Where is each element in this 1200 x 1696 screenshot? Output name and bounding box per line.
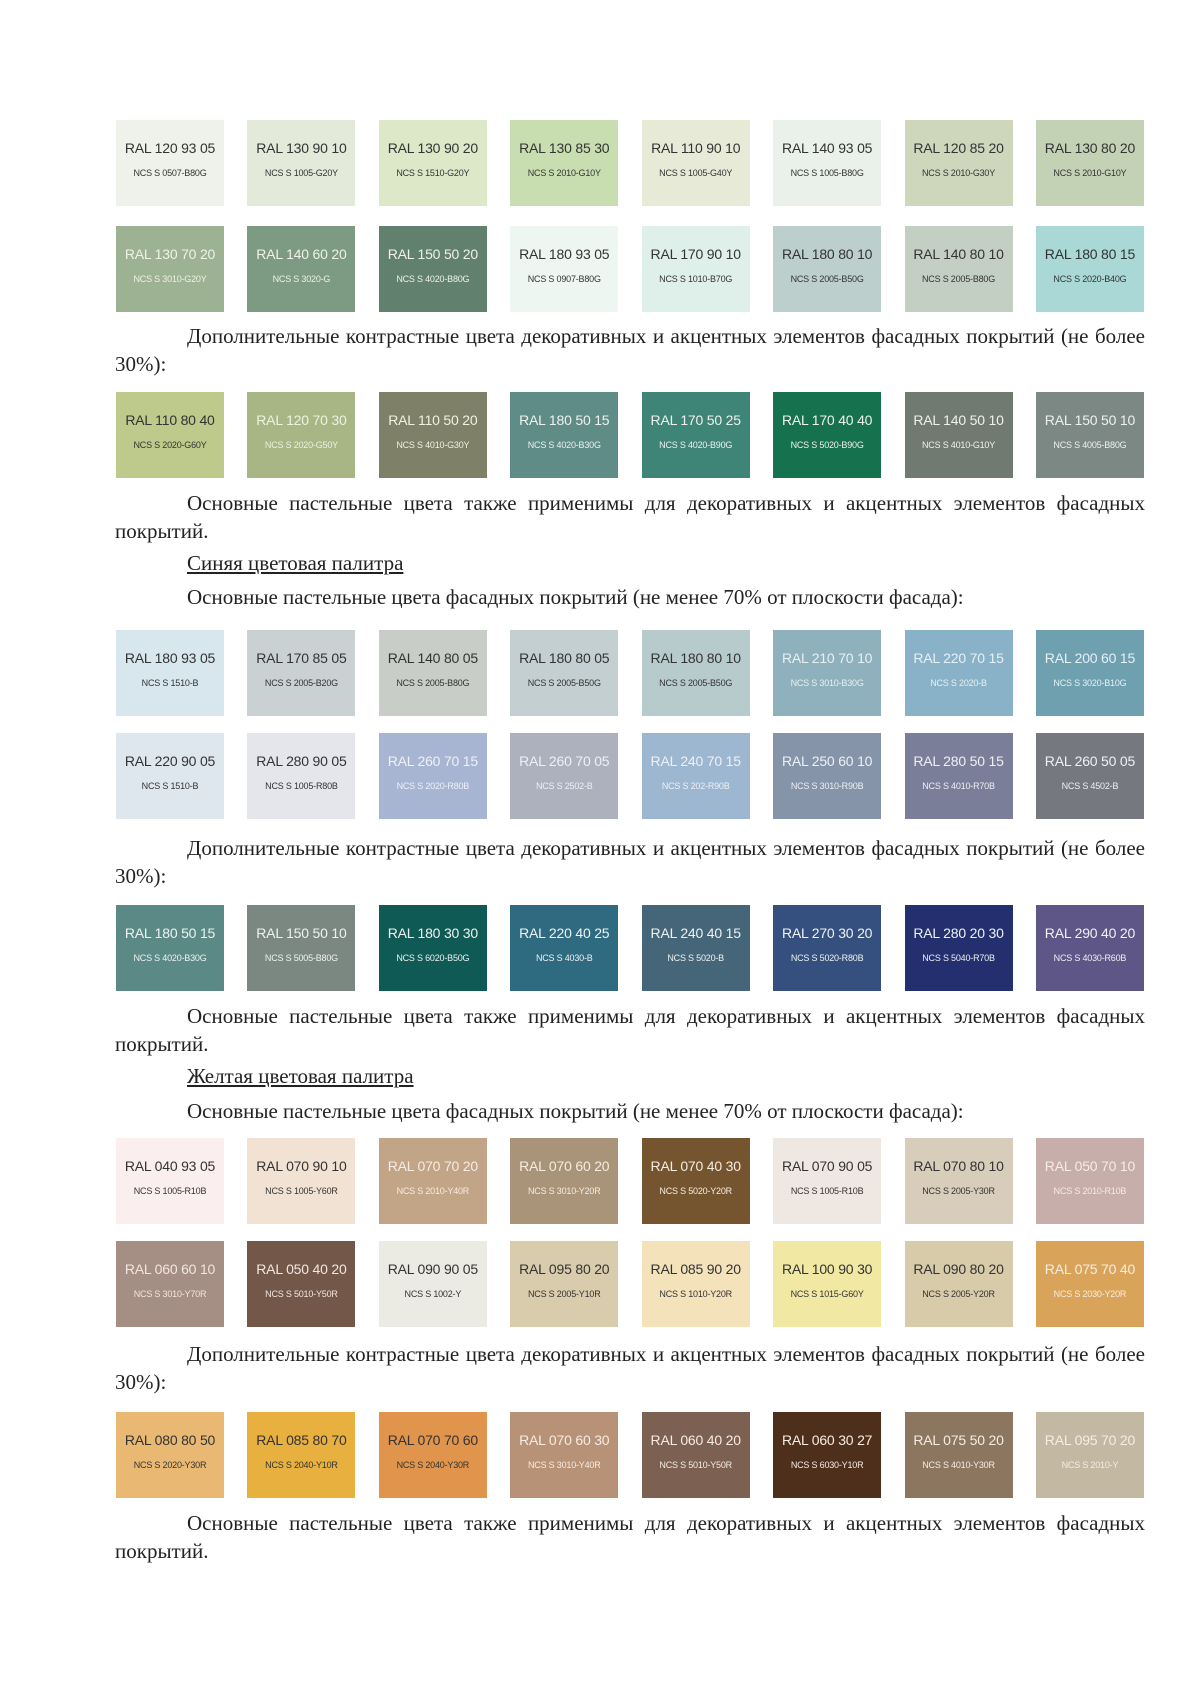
ncs-code: NCS S 2005-B80G <box>396 678 470 688</box>
ral-code: RAL 140 80 10 <box>913 246 1004 262</box>
color-swatch <box>247 630 355 716</box>
ncs-code: NCS S 3010-B30G <box>790 678 864 688</box>
ncs-code: NCS S 2010-Y <box>1061 1460 1119 1470</box>
ncs-code: NCS S 5040-R70B <box>922 953 995 963</box>
color-swatch <box>1036 120 1144 206</box>
color-swatch <box>905 1138 1013 1224</box>
color-swatch <box>1036 1412 1144 1498</box>
color-swatch <box>773 226 881 312</box>
ral-code: RAL 090 90 05 <box>387 1261 478 1277</box>
ncs-code: NCS S 2005-Y30R <box>922 1186 995 1196</box>
ral-code: RAL 095 70 20 <box>1044 1432 1136 1448</box>
ral-code: RAL 120 70 30 <box>256 412 347 428</box>
swatch-row <box>116 120 1144 206</box>
ral-code: RAL 075 70 40 <box>1044 1261 1136 1277</box>
ncs-code: NCS S 2020-R80B <box>396 781 470 791</box>
ral-code: RAL 070 60 30 <box>519 1432 610 1448</box>
ral-code: RAL 110 80 40 <box>125 412 215 428</box>
ncs-code: NCS S 2020-B40G <box>1053 274 1127 284</box>
color-swatch <box>379 630 487 716</box>
ral-code: RAL 070 70 60 <box>387 1432 478 1448</box>
color-swatch <box>642 1241 750 1327</box>
color-swatch <box>510 905 618 991</box>
color-swatch <box>773 392 881 478</box>
ncs-code: NCS S 2020-Y30R <box>133 1460 207 1470</box>
ncs-code: NCS S 1005-G40Y <box>659 168 733 178</box>
ral-code: RAL 050 40 20 <box>256 1261 347 1277</box>
paragraph-contrast-colors: Дополнительные контрастные цвета декоративных и акцентных элементов фасадных покрытий (не более 30%): <box>115 836 1145 888</box>
swatch-row <box>116 1412 1144 1498</box>
swatch-row <box>116 392 1144 478</box>
ral-code: RAL 170 85 05 <box>256 650 347 666</box>
ral-code: RAL 200 60 15 <box>1044 650 1136 666</box>
ral-code: RAL 075 50 20 <box>913 1432 1004 1448</box>
ral-code: RAL 070 80 10 <box>913 1158 1004 1174</box>
color-swatch <box>642 392 750 478</box>
ral-code: RAL 150 50 20 <box>387 246 478 262</box>
color-swatch <box>510 1138 618 1224</box>
ral-code: RAL 270 30 20 <box>781 925 873 941</box>
ncs-code: NCS S 2010-G10Y <box>1053 168 1127 178</box>
paragraph-contrast-colors: Дополнительные контрастные цвета декоративных и акцентных элементов фасадных покрытий (не более 30%): <box>115 324 1145 376</box>
ncs-code: NCS S 2010-G10Y <box>527 168 601 178</box>
ncs-code: NCS S 1002-Y <box>404 1289 462 1299</box>
ncs-code: NCS S 2005-Y10R <box>527 1289 601 1299</box>
ral-code: RAL 130 90 20 <box>387 140 478 156</box>
color-swatch <box>773 905 881 991</box>
color-swatch <box>379 905 487 991</box>
ncs-code: NCS S 4020-B90G <box>659 440 733 450</box>
ncs-code: NCS S 0907-B80G <box>527 274 601 284</box>
color-swatch <box>247 226 355 312</box>
ral-code: RAL 110 50 20 <box>388 412 478 428</box>
color-swatch <box>642 120 750 206</box>
color-swatch <box>116 733 224 819</box>
ral-code: RAL 210 70 10 <box>781 650 873 666</box>
color-swatch <box>905 733 1013 819</box>
color-swatch <box>773 120 881 206</box>
ncs-code: NCS S 1005-G20Y <box>264 168 338 178</box>
paragraph-contrast-colors: Дополнительные контрастные цвета декоративных и акцентных элементов фасадных покрытий (не более 30%): <box>115 1342 1145 1394</box>
color-swatch <box>247 1412 355 1498</box>
ral-code: RAL 090 80 20 <box>913 1261 1004 1277</box>
ral-code: RAL 110 90 10 <box>651 140 741 156</box>
color-swatch <box>379 226 487 312</box>
color-swatch <box>510 120 618 206</box>
color-swatch <box>642 226 750 312</box>
ncs-code: NCS S 1510-B <box>141 678 199 688</box>
ral-code: RAL 070 40 30 <box>650 1158 741 1174</box>
color-swatch <box>116 120 224 206</box>
swatch-row <box>116 630 1144 716</box>
ral-code: RAL 250 60 10 <box>781 753 873 769</box>
swatch-row <box>116 1138 1144 1224</box>
ral-code: RAL 290 40 20 <box>1044 925 1136 941</box>
ral-code: RAL 095 80 20 <box>519 1261 610 1277</box>
color-swatch <box>247 1241 355 1327</box>
ral-code: RAL 120 93 05 <box>124 140 216 156</box>
color-swatch <box>1036 733 1144 819</box>
ral-code: RAL 130 70 20 <box>124 246 216 262</box>
ral-code: RAL 220 40 25 <box>519 925 610 941</box>
ncs-code: NCS S 5020-B90G <box>790 440 864 450</box>
color-swatch <box>247 392 355 478</box>
ncs-code: NCS S 2502-B <box>535 781 593 791</box>
color-swatch <box>116 1412 224 1498</box>
ncs-code: NCS S 1510-B <box>141 781 199 791</box>
ral-code: RAL 070 60 20 <box>519 1158 610 1174</box>
ncs-code: NCS S 1010-B70G <box>659 274 733 284</box>
ral-code: RAL 070 70 20 <box>387 1158 478 1174</box>
swatch-row <box>116 1241 1144 1327</box>
ral-code: RAL 220 70 15 <box>913 650 1004 666</box>
ral-code: RAL 060 60 10 <box>124 1261 216 1277</box>
color-swatch <box>510 226 618 312</box>
color-swatch <box>247 120 355 206</box>
ncs-code: NCS S 2005-B50G <box>790 274 864 284</box>
paragraph-pastel-note: Основные пастельные цвета также применимы для декоративных и акцентных элементов фасадных покрытий. <box>115 1511 1145 1563</box>
ncs-code: NCS S 2020-G60Y <box>133 440 207 450</box>
ncs-code: NCS S 4005-B80G <box>1053 440 1127 450</box>
color-swatch <box>116 1138 224 1224</box>
ncs-code: NCS S 1510-G20Y <box>396 168 470 178</box>
ral-code: RAL 180 93 05 <box>519 246 610 262</box>
ral-code: RAL 180 50 15 <box>124 925 216 941</box>
color-swatch <box>379 733 487 819</box>
color-swatch <box>773 1138 881 1224</box>
ncs-code: NCS S 3010-R90B <box>790 781 864 791</box>
ral-code: RAL 180 93 05 <box>124 650 216 666</box>
paragraph-intro: Основные пастельные цвета фасадных покрытий (не менее 70% от плоскости фасада): <box>187 1099 964 1123</box>
ncs-code: NCS S 2020-B <box>930 678 987 688</box>
paragraph-pastel-note: Основные пастельные цвета также применимы для декоративных и акцентных элементов фасадных покрытий. <box>115 491 1145 543</box>
section-heading-blue: Синяя цветовая палитра <box>187 551 404 575</box>
ral-code: RAL 060 40 20 <box>650 1432 741 1448</box>
ncs-code: NCS S 4010-R70B <box>922 781 995 791</box>
color-swatch <box>247 1138 355 1224</box>
color-swatch <box>510 1241 618 1327</box>
color-swatch <box>905 1241 1013 1327</box>
ncs-code: NCS S 2005-B50G <box>659 678 733 688</box>
color-swatch <box>379 120 487 206</box>
ncs-code: NCS S 1005-B80G <box>790 168 864 178</box>
ncs-code: NCS S 202-R90B <box>661 781 730 791</box>
ral-code: RAL 180 80 15 <box>1044 246 1136 262</box>
paragraph-pastel-note: Основные пастельные цвета также применимы для декоративных и акцентных элементов фасадных покрытий. <box>115 1004 1145 1056</box>
ral-code: RAL 130 80 20 <box>1044 140 1136 156</box>
swatch-row <box>116 226 1144 312</box>
ncs-code: NCS S 2010-R10B <box>1053 1186 1127 1196</box>
ral-code: RAL 140 80 05 <box>387 650 478 666</box>
ncs-code: NCS S 2010-G30Y <box>922 168 996 178</box>
color-swatch <box>1036 1138 1144 1224</box>
ncs-code: NCS S 1005-R10B <box>790 1186 864 1196</box>
color-swatch <box>116 1241 224 1327</box>
ral-code: RAL 260 50 05 <box>1044 753 1136 769</box>
ncs-code: NCS S 1005-R80B <box>265 781 338 791</box>
ral-code: RAL 180 80 10 <box>650 650 741 666</box>
ncs-code: NCS S 6020-B50G <box>396 953 470 963</box>
ral-code: RAL 085 80 70 <box>256 1432 347 1448</box>
color-swatch <box>116 905 224 991</box>
ncs-code: NCS S 5020-B <box>667 953 724 963</box>
ncs-code: NCS S 3010-Y40R <box>527 1460 601 1470</box>
ral-code: RAL 150 50 10 <box>256 925 347 941</box>
ncs-code: NCS S 1005-Y60R <box>265 1186 338 1196</box>
color-swatch <box>905 392 1013 478</box>
ncs-code: NCS S 2040-Y30R <box>396 1460 470 1470</box>
ncs-code: NCS S 4030-R60B <box>1053 953 1127 963</box>
ral-code: RAL 140 93 05 <box>781 140 873 156</box>
color-swatch <box>510 392 618 478</box>
color-swatch <box>510 630 618 716</box>
color-swatch <box>905 120 1013 206</box>
ral-code: RAL 130 90 10 <box>256 140 347 156</box>
color-swatch <box>510 1412 618 1498</box>
ncs-code: NCS S 2005-B80G <box>922 274 996 284</box>
ncs-code: NCS S 4020-B80G <box>396 274 470 284</box>
ncs-code: NCS S 1005-R10B <box>133 1186 207 1196</box>
color-swatch <box>642 733 750 819</box>
ral-code: RAL 060 30 27 <box>781 1432 873 1448</box>
ncs-code: NCS S 5020-R80B <box>790 953 864 963</box>
ncs-code: NCS S 4030-B <box>535 953 593 963</box>
ral-code: RAL 170 90 10 <box>650 246 741 262</box>
ncs-code: NCS S 4020-B30G <box>527 440 601 450</box>
ncs-code: NCS S 0507-B80G <box>133 168 207 178</box>
ncs-code: NCS S 2020-G50Y <box>264 440 338 450</box>
ral-code: RAL 170 50 25 <box>650 412 741 428</box>
color-swatch <box>379 1138 487 1224</box>
ral-code: RAL 240 40 15 <box>650 925 741 941</box>
ncs-code: NCS S 2005-Y20R <box>922 1289 995 1299</box>
ncs-code: NCS S 2010-Y40R <box>396 1186 470 1196</box>
ral-code: RAL 180 80 05 <box>519 650 610 666</box>
paragraph-intro: Основные пастельные цвета фасадных покрытий (не менее 70% от плоскости фасада): <box>187 585 964 609</box>
ncs-code: NCS S 1015-G60Y <box>790 1289 864 1299</box>
ncs-code: NCS S 4010-G10Y <box>922 440 996 450</box>
color-swatch <box>773 733 881 819</box>
ncs-code: NCS S 5010-Y50R <box>265 1289 338 1299</box>
ral-code: RAL 260 70 05 <box>519 753 610 769</box>
color-swatch <box>379 1241 487 1327</box>
ral-code: RAL 140 60 20 <box>256 246 347 262</box>
section-heading-yellow: Желтая цветовая палитра <box>187 1064 414 1088</box>
ral-code: RAL 120 85 20 <box>913 140 1004 156</box>
ral-code: RAL 280 20 30 <box>913 925 1004 941</box>
ncs-code: NCS S 4010-G30Y <box>396 440 470 450</box>
color-swatch <box>1036 630 1144 716</box>
color-swatch <box>642 1412 750 1498</box>
ral-code: RAL 130 85 30 <box>519 140 610 156</box>
ncs-code: NCS S 4010-Y30R <box>922 1460 995 1470</box>
ral-code: RAL 140 50 10 <box>913 412 1004 428</box>
ral-code: RAL 050 70 10 <box>1044 1158 1136 1174</box>
ncs-code: NCS S 3020-G <box>272 274 331 284</box>
ncs-code: NCS S 4020-B30G <box>133 953 207 963</box>
ncs-code: NCS S 1010-Y20R <box>659 1289 732 1299</box>
ncs-code: NCS S 2005-B20G <box>264 678 338 688</box>
ral-code: RAL 180 50 15 <box>519 412 610 428</box>
color-swatch <box>905 630 1013 716</box>
ral-code: RAL 070 90 05 <box>781 1158 873 1174</box>
ral-code: RAL 085 90 20 <box>650 1261 741 1277</box>
color-swatch <box>1036 1241 1144 1327</box>
color-swatch <box>905 226 1013 312</box>
color-swatch <box>510 733 618 819</box>
ncs-code: NCS S 3010-Y70R <box>133 1289 207 1299</box>
color-swatch <box>905 905 1013 991</box>
ral-code: RAL 220 90 05 <box>124 753 216 769</box>
ncs-code: NCS S 3010-Y20R <box>527 1186 601 1196</box>
ral-code: RAL 240 70 15 <box>650 753 741 769</box>
color-swatch <box>642 1138 750 1224</box>
color-swatch <box>1036 226 1144 312</box>
color-swatch <box>642 905 750 991</box>
ncs-code: NCS S 2005-B50G <box>527 678 601 688</box>
ncs-code: NCS S 2030-Y20R <box>1053 1289 1127 1299</box>
ral-code: RAL 170 40 40 <box>781 412 873 428</box>
ral-code: RAL 180 80 10 <box>781 246 873 262</box>
swatch-row <box>116 733 1144 819</box>
ral-code: RAL 280 90 05 <box>256 753 347 769</box>
ral-code: RAL 260 70 15 <box>387 753 478 769</box>
color-swatch <box>247 733 355 819</box>
ral-code: RAL 080 80 50 <box>124 1432 216 1448</box>
ral-code: RAL 280 50 15 <box>913 753 1004 769</box>
ncs-code: NCS S 6030-Y10R <box>790 1460 864 1470</box>
ncs-code: NCS S 5020-Y20R <box>659 1186 732 1196</box>
ral-code: RAL 070 90 10 <box>256 1158 347 1174</box>
color-swatch <box>116 392 224 478</box>
swatch-row <box>116 905 1144 991</box>
color-swatch <box>247 905 355 991</box>
color-swatch <box>1036 905 1144 991</box>
ncs-code: NCS S 3020-B10G <box>1053 678 1127 688</box>
color-swatch <box>905 1412 1013 1498</box>
color-swatch <box>116 630 224 716</box>
color-swatch <box>379 392 487 478</box>
color-swatch <box>379 1412 487 1498</box>
color-swatch <box>773 1241 881 1327</box>
color-swatch <box>116 226 224 312</box>
color-swatch <box>773 1412 881 1498</box>
ral-code: RAL 040 93 05 <box>124 1158 216 1174</box>
color-swatch <box>1036 392 1144 478</box>
ncs-code: NCS S 5010-Y50R <box>659 1460 732 1470</box>
ncs-code: NCS S 4502-B <box>1061 781 1119 791</box>
ncs-code: NCS S 2040-Y10R <box>265 1460 338 1470</box>
color-swatch <box>773 630 881 716</box>
ral-code: RAL 180 30 30 <box>387 925 478 941</box>
ncs-code: NCS S 3010-G20Y <box>133 274 207 284</box>
ncs-code: NCS S 5005-B80G <box>264 953 338 963</box>
ral-code: RAL 150 50 10 <box>1044 412 1136 428</box>
ral-code: RAL 100 90 30 <box>781 1261 873 1277</box>
color-swatch <box>642 630 750 716</box>
